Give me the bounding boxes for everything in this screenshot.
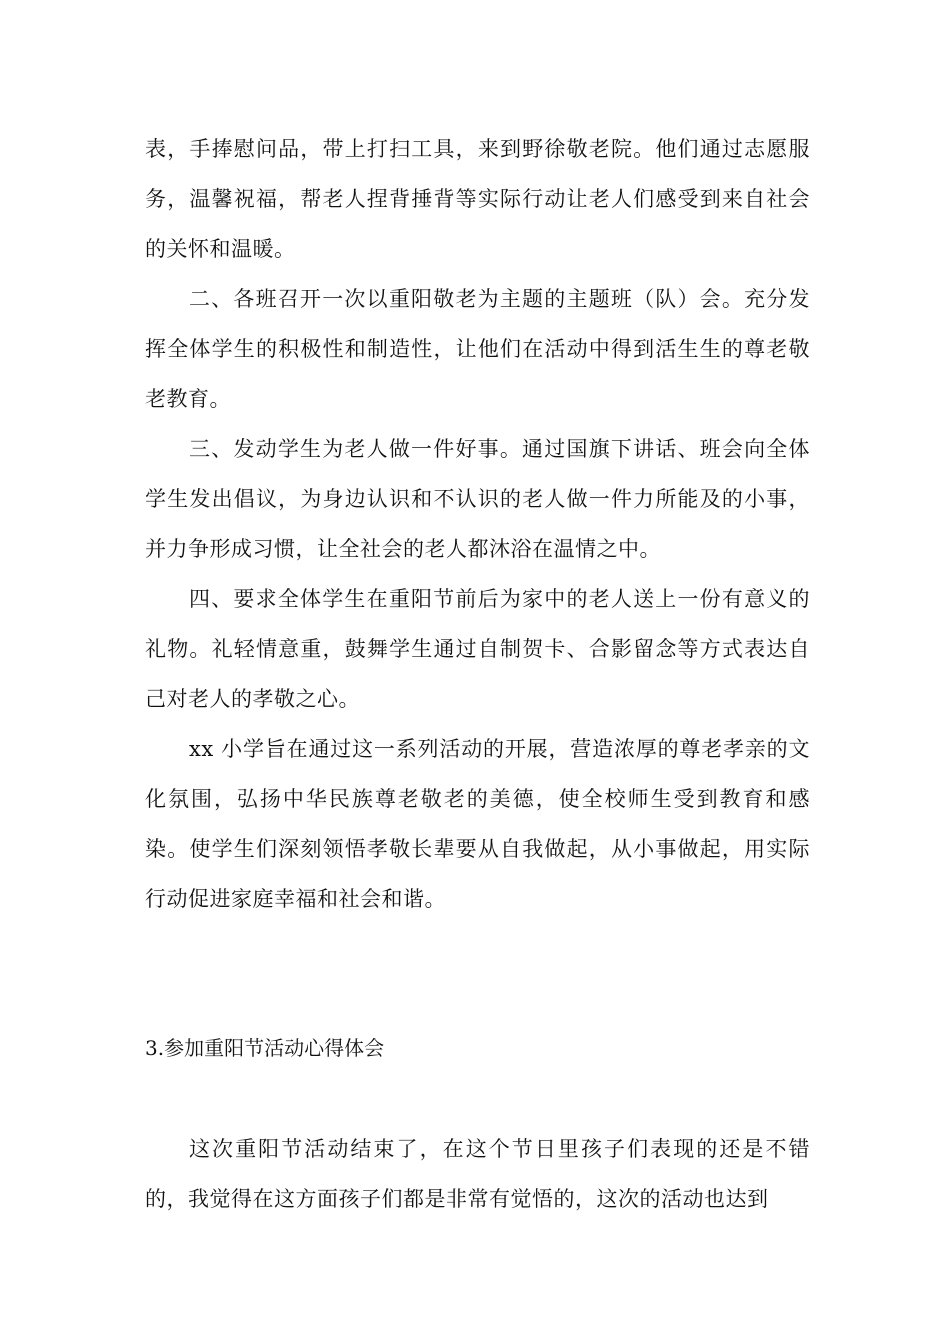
paragraph-item-3: 三、发动学生为老人做一件好事。通过国旗下讲话、班会向全体学生发出倡议，为身边认识和不认识的老人做一件力所能及的小事，并力争形成习惯，让全社会的老人都沐浴在温情之中。 bbox=[145, 437, 810, 561]
paragraph-item-4: 四、要求全体学生在重阳节前后为家中的老人送上一份有意义的礼物。礼轻情意重，鼓舞学生通过自制贺卡、合影留念等方式表达自己对老人的孝敬之心。 bbox=[145, 587, 810, 711]
paragraph-item-2: 二、各班召开一次以重阳敬老为主题的主题班（队）会。充分发挥全体学生的积极性和制造性，让他们在活动中得到活生生的尊老敬老教育。 bbox=[145, 287, 810, 411]
paragraph-continued: 表，手捧慰问品，带上打扫工具，来到野徐敬老院。他们通过志愿服务，温馨祝福，帮老人捏背捶背等实际行动让老人们感受到来自社会的关怀和温暖。 bbox=[145, 137, 810, 261]
section-paragraph: 这次重阳节活动结束了，在这个节日里孩子们表现的还是不错的，我觉得在这方面孩子们都是非常有觉悟的，这次的活动也达到 bbox=[145, 1137, 810, 1211]
paragraph-summary: xx 小学旨在通过这一系列活动的开展，营造浓厚的尊老孝亲的文化氛围，弘扬中华民族尊老敬老的美德，使全校师生受到教育和感染。使学生们深刻领悟孝敬长辈要从自我做起，从小事做起，用实际行动促进家庭幸福和社会和谐。 bbox=[145, 737, 810, 911]
section-heading: 3.参加重阳节活动心得体会 bbox=[145, 1036, 385, 1060]
